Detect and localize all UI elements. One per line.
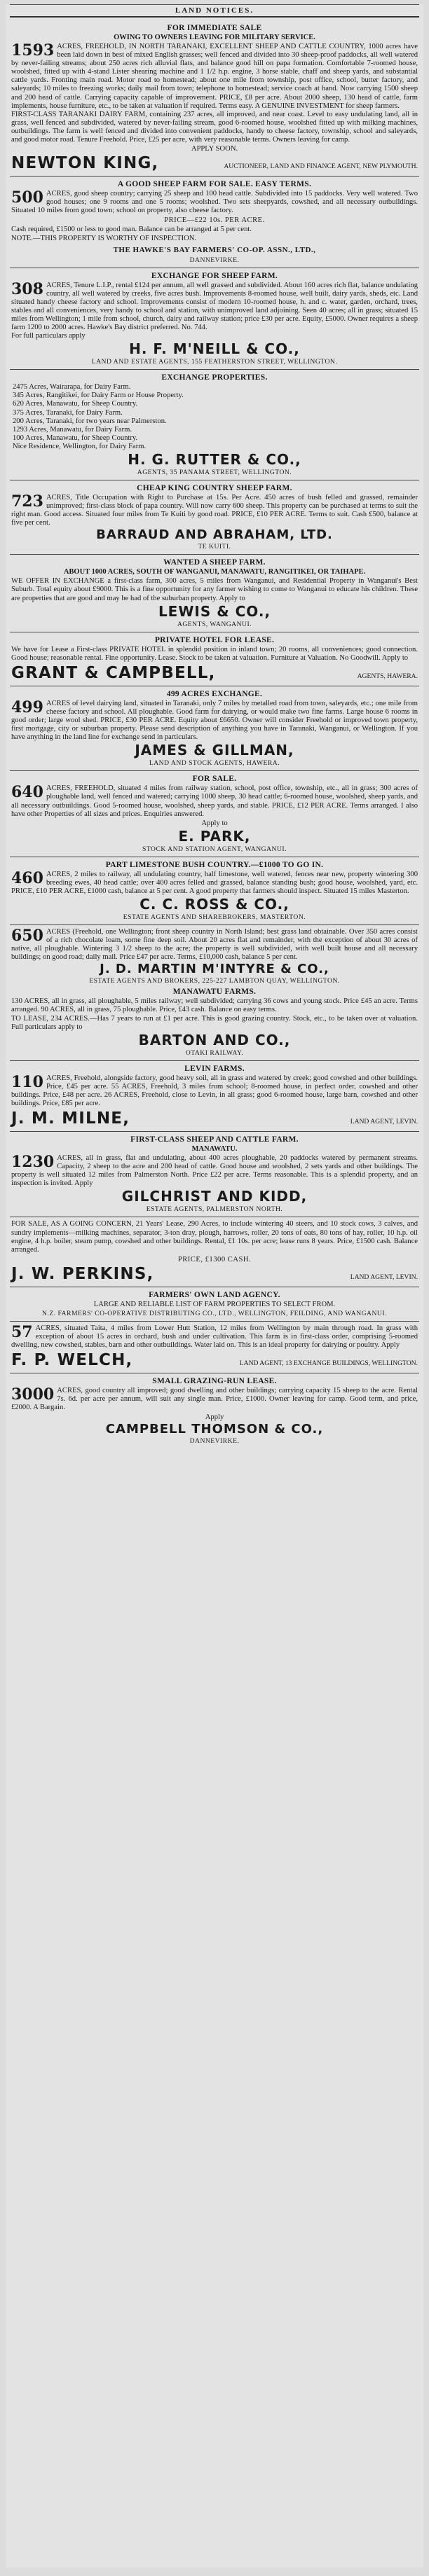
agent-address: TE KUITI. (198, 543, 231, 551)
agent-name: BARRAUD AND ABRAHAM, LTD. (96, 527, 333, 543)
agent-address: AGENTS, 35 PANAMA STREET, WELLINGTON. (137, 469, 292, 476)
agent-row (11, 154, 418, 172)
ad-lead-number: 723 (11, 492, 43, 511)
agent-address: LAND AGENT, LEVIN. (350, 1118, 418, 1126)
list-item: 200 Acres, Taranaki, for two years near Palmerston. (13, 417, 167, 425)
ad-subheading: OWING TO OWNERS LEAVING FOR MILITARY SERVICE. (114, 34, 315, 41)
ad-body: LARGE AND RELIABLE LIST OF FARM PROPERTIES TO SELECT FROM. (93, 1300, 336, 1308)
ad-heading: FIRST-CLASS SHEEP AND CATTLE FARM. (130, 1135, 299, 1144)
agent-name: NEWTON KING, (11, 154, 159, 173)
ad-lead-number: 499 (11, 698, 43, 716)
agent-name: GRANT & CAMPBELL, (11, 663, 216, 682)
agent-row (11, 664, 418, 682)
list-item: 2475 Acres, Wairarapa, for Dairy Farm. (13, 383, 131, 392)
ad-heading: WANTED A SHEEP FARM. (163, 558, 266, 567)
agent-row (11, 1351, 418, 1369)
agent-address: LAND AND STOCK AGENTS, HAWERA. (149, 759, 280, 768)
ad-perkins (10, 1217, 419, 1287)
agent-address: ESTATE AGENTS, PALMERSTON NORTH. (146, 1205, 283, 1214)
ad-body: ACRES, FREEHOLD, situated 4 miles from railway station, school, post office, township, etc., all in grass; 300 acres of ploughable land, well fenced and watered; carrying 1000 sheep, 30 head cattle; 6-roomed house, woolshed, sheep yards, and all necessary outbuildings. Good 5-roomed house, woolshed, sheep yards, and stable. PRICE, £12 PER ACRE. Terms arranged. I also have other Properties of all sizes and prices. Enquiries answered. (11, 784, 418, 818)
ad-gilchrist (10, 1132, 419, 1217)
ad-heading: CHEAP KING COUNTRY SHEEP FARM. (137, 484, 292, 492)
ad-lead-number: 460 (11, 868, 43, 887)
ad-note: NOTE.—THIS PROPERTY IS WORTHY OF INSPECTION. (11, 234, 197, 242)
ad-heading: EXCHANGE FOR SHEEP FARM. (151, 271, 278, 280)
agent-name: C. C. ROSS & CO., (139, 895, 290, 913)
ad-welch (10, 1322, 419, 1373)
ad-body-3: TO LEASE, 234 ACRES.—Has 7 years to run at £1 per acre. This is good grazing country. Stock, etc., to be taken over at valuation. Full particulars apply to (11, 1014, 418, 1031)
ad-body: ACRES of level dairying land, situated in Taranaki, only 7 miles by metalled road from town, saleyards, etc.; one mile from cheese factory and school. All ploughable. Good farm for dairying, or would make two fine farms. Large house 6 rooms in good order; large wool shed. PRICE, £30 PER ACRE. Equity about £6650. Owner will consider Freehold or improved town property, first mortgage, city or suburban property. Please send description of anything you have in Taranaki, Wanganui, or Wellington. If you have anything in the land line for exchange send in particulars. (11, 699, 418, 742)
agent-name: F. P. WELCH, (11, 1351, 133, 1370)
list-item: 620 Acres, Manawatu, for Sheep Country. (13, 400, 138, 408)
agent-name: THE HAWKE'S BAY FARMERS' CO-OP. ASSN., LTD., (113, 245, 316, 254)
ad-lead-number: 1230 (11, 1153, 55, 1172)
ad-heading: 499 ACRES EXCHANGE. (166, 689, 263, 698)
ad-campbell-thomson (10, 1373, 419, 1448)
ad-rutter (10, 370, 419, 480)
column-title: LAND NOTICES. (10, 6, 419, 18)
agent-name: H. G. RUTTER & CO., (128, 451, 301, 468)
agent-address: AGENTS, WANGANUI. (177, 620, 252, 628)
ad-lewis (10, 555, 419, 632)
ad-heading: LEVIN FARMS. (184, 1064, 245, 1073)
agent-address: LAND AGENT, 13 EXCHANGE BUILDINGS, WELLINGTON. (239, 1359, 418, 1368)
ad-heading: PRIVATE HOTEL FOR LEASE. (154, 635, 275, 644)
ad-lead-number: 57 (11, 1322, 33, 1341)
agent-address: DANNEVIRKE. (189, 256, 240, 264)
agent-name: J. W. PERKINS, (11, 1264, 154, 1283)
ad-body: ACRES, good country all improved; good dwelling and other buildings; carrying capacity 15 sheep to the acre. Rental 7s. 6d. per acre per annum, will suit any single man. Price, £1000. Owner leaving for camp. Good term, and price, £2000. A Bargain. (11, 1387, 418, 1412)
ad-lead-number: 1593 (11, 41, 55, 60)
ad-heading: FOR SALE. (192, 775, 237, 784)
ad-grant-campbell (10, 632, 419, 686)
ad-subheading: ABOUT 1000 ACRES, SOUTH OF WANGANUI, MANAWATU, RANGITIKEI, OR TAIHAPE. (63, 568, 366, 576)
ad-body: ACRES (Freehold, one Wellington; front sheep country in North Island; best grass land obtainable. Over 350 acres consist of a rich chocolate loam, some fine deep soil. About 20 acres flat and remainder, with the exception of about 30 acres of native, all ploughable. Wintering 3 1/2 sheep to the acre; the property is well subdivided, with well built house and all necessary buildings; on good road; daily mail. Price £47 per acre. Terms, £10,000 cash, balance 5 per cent. (11, 927, 418, 962)
list-item: 375 Acres, Taranaki, for Dairy Farm. (13, 408, 123, 417)
ad-heading: SMALL GRAZING-RUN LEASE. (152, 1377, 277, 1386)
ad-body: ACRES, FREEHOLD, IN NORTH TARANAKI, EXCELLENT SHEEP AND CATTLE COUNTRY, 1000 acres have been laid down in best of mixed English grasses; well fenced and divided into 30 sheep-proof paddocks, all well watered by never-failing streams; about 250 acres rich alluvial flats, and balance good hill on papa formation. Comfortable 7-roomed house, woolshed, fitted up with 4-stand Lister shearing machine and 1 1/2 h.p. engine, 3 horse stable, chaff and sheep yards, and substantial cattle yards. Fronting main road. Motor road to homestead; about one mile from township, post office, school, butter factory, and saleyards; 10 miles to freezing works; daily mail from town; telephone to homestead; service coach at hand. Now carrying 1500 sheep and 200 head of cattle. Carrying capacity capable of improvement. PRICE, £8 per acre. About 2000 sheep, 130 head of cattle, farm implements, house furniture, etc., to be taken at valuation if required. Terms easy. A GENUINE INVESTMENT for sheep farmers. (11, 43, 418, 110)
ad-newton-king (10, 20, 419, 176)
list-item: 345 Acres, Rangitikei, for Dairy Farm or House Property. (13, 392, 184, 400)
agent-name: H. F. M'NEILL & CO., (129, 340, 300, 358)
agent-row (11, 1109, 418, 1128)
ad-heading-2: MANAWATU FARMS. (172, 988, 257, 997)
ad-lead-number: 110 (11, 1072, 43, 1091)
agent-name: LEWIS & CO., (158, 602, 271, 620)
ad-body: ACRES, situated Taita, 4 miles from Lower Hutt Station, 12 miles from Wellington by main through road. In grass with exception of about 15 acres in orchard, bush and under cultivation. This farm is in first-class order, comprising 5-roomed dwelling, new cowshed, stables, barn and other outbuildings. Water laid on. This is an ideal property for dairying or poultry. Apply (11, 1324, 418, 1350)
newspaper-page (6, 4, 423, 2568)
list-item: 100 Acres, Manawatu, for Sheep Country. (13, 434, 138, 442)
ad-lead-number: 640 (11, 783, 43, 802)
agent-name: GILCHRIST AND KIDD, (121, 1188, 308, 1205)
agent-name-2: BARTON AND CO., (138, 1031, 291, 1048)
agent-address: ESTATE AGENTS AND SHAREBROKERS, MASTERTON. (123, 913, 306, 921)
agent-address: ESTATE AGENTS AND BROKERS, 225-227 LAMBTON QUAY, WELLINGTON. (89, 977, 340, 985)
agent-name: CAMPBELL THOMSON & CO., (105, 1421, 324, 1436)
agent-row (11, 1265, 418, 1283)
agent-name: J. D. MARTIN M'INTYRE & CO., (100, 962, 329, 977)
ad-barraud (10, 480, 419, 555)
agent-address: LAND AGENT, LEVIN. (350, 1273, 418, 1281)
ad-body: ACRES, Title Occupation with Right to Purchase at 15s. Per Acre. 450 acres of bush felled and grassed, remainder unimproved; first-class block of papa country. Will now carry 600 sheep. This property can be purchased at terms to suit the right man. Good access. Situated four miles from Te Kuiti by good road. PRICE, £10 PER ACRE. Terms to suit. Cash £500, balance at five per cent. (11, 494, 418, 527)
ad-body: ACRES, good sheep country; carrying 25 sheep and 100 head cattle. Subdivided into 15 paddocks. Very well watered. Two good houses; one 9 rooms and one 5 rooms; woolshed. Two sets sheepyards, cowshed, and all necessary outbuildings. Situated 10 miles from good town; school on property, also cheese factory. (11, 190, 418, 215)
ad-farmers-coop (10, 1287, 419, 1322)
ad-body: We have for Lease a First-class PRIVATE HOTEL in splendid position in inland town; 20 rooms, all conveniences; good connection. Good house; reasonable rental. Fine opportunity. Lease. Stock to be taken at valuation. Furniture at Valuation. No Goodwill. Apply to (11, 645, 418, 662)
agent-address: AGENTS, HAWERA. (357, 672, 418, 680)
ad-body: FOR SALE, AS A GOING CONCERN, 21 Years' Lease, 290 Acres, to include wintering 40 steers, and 10 stock cows, 3 calves, and sundry implements—milking machines, separator, 3-ton dray, plough, harrows, roller, 20 tons of oats, 80 tons of hay, roller, 10 h.p. oil engine, 4 h.p. boiler, steam pump, cowshed and other buildings. Rental, £1 10s. per acre; lease runs 8 years. Price, £1500 cash. Balance arranged. (11, 1220, 418, 1254)
ad-martin-mintyre (10, 925, 419, 1061)
ad-mneill (10, 268, 419, 371)
ad-price: PRICE—£22 10s. PER ACRE. (164, 216, 265, 225)
ad-lead-number: 500 (11, 188, 43, 207)
ad-lead-number: 650 (11, 926, 43, 945)
ad-apply: Apply to (201, 819, 228, 827)
agent-address: AUCTIONEER, LAND AND FINANCE AGENT, NEW PLYMOUTH. (224, 162, 418, 171)
ad-park (10, 771, 419, 857)
ad-lead-number: 3000 (11, 1385, 55, 1404)
list-item: 1293 Acres, Manawatu, for Dairy Farm. (13, 425, 132, 434)
ad-heading: PART LIMESTONE BUSH COUNTRY.—£1000 TO GO IN. (105, 860, 324, 869)
top-rule (10, 4, 419, 5)
ad-hawkes-bay (10, 176, 419, 268)
ad-body: ACRES, 2 miles to railway, all undulating country, half limestone, well watered, fences near new, property wintering 300 breeding ewes, 40 head cattle; over 400 acres felled and grassed, balance standing bush; good house, woolshed, yard, etc. PRICE, £10 PER ACRE, £1000 cash, balance at 5 per cent. A good property that farmers should inspect. Situated 15 miles Masterton. (11, 870, 418, 895)
ad-body: WE OFFER IN EXCHANGE a first-class farm, 300 acres, 5 miles from Wanganui, and Residential Property in Wanganui's Best Suburb. Total equity about £9000. This is a fine opportunity for any farmer wishing to come to Wanganui to educate his children. These are properties that are good and may be had of the suburban property. Apply to (11, 577, 418, 602)
agent-name: J. M. MILNE, (11, 1109, 130, 1128)
ad-apply: APPLY SOON. (191, 145, 238, 153)
ad-apply: For full particulars apply (11, 332, 86, 340)
agent-address-2: OTAKI RAILWAY. (185, 1048, 244, 1057)
ad-heading: FOR IMMEDIATE SALE (167, 24, 262, 32)
ad-apply: Apply (205, 1413, 224, 1421)
ad-body: ACRES, Freehold, alongside factory, good heavy soil, all in grass and watered by creek; good cowshed and other buildings. Price, £45 per acre. 55 ACRES, Freehold, 3 miles from school; 8-roomed house, in perfect order, cowshed and other buildings. Price, £48 per acre. 26 ACRES, Freehold, close to Levin, in all grass; good 6-roomed house, large barn, cowshed and other buildings. Price, £85 per acre. (11, 1074, 418, 1107)
agent-address: LAND AND ESTATE AGENTS, 155 FEATHERSTON STREET, WELLINGTON. (91, 358, 338, 366)
agent-address: N.Z. FARMERS' CO-OPERATIVE DISTRIBUTING CO., LTD., WELLINGTON, FEILDING, AND WANGANUI. (42, 1309, 387, 1317)
ad-subheading: MANAWATU. (191, 1145, 238, 1154)
agent-address: STOCK AND STATION AGENT, WANGANUI. (142, 845, 287, 853)
ad-milne (10, 1061, 419, 1132)
ad-heading: FARMERS' OWN LAND AGENCY. (149, 1290, 280, 1299)
agent-name: E. PARK, (178, 827, 251, 845)
ad-body: ACRES, all in grass, flat and undulating, about 400 acres ploughable, 20 paddocks watered by permanent streams. Capacity, 2 sheep to the acre and 200 head of cattle. Good house and woolshed, 2 sets yards and other buildings. The property is well situated 12 miles from Palmerston North. Price £22 per acre. Terms reasonable. This is a splendid property, and an inspection is invited. Apply (11, 1154, 418, 1188)
ad-lead-number: 308 (11, 279, 43, 298)
ad-body-2: FIRST-CLASS TARANAKI DAIRY FARM, containing 237 acres, all improved, and near coast. Level to easy undulating land, all in grass, well fenced and subdivided, watered by never-failing stream, good 6-roomed house, woolshed fitted up with milking machines, outbuildings. The farm is well fenced and divided into convenient paddocks, handy to cheese factory, township, school and saleyards, and good motor road. Tenure Freehold. Price, £25 per acre, with very reasonable terms. Owners leaving for camp. (11, 110, 418, 144)
ad-body-2: Cash required, £1500 or less to good man. Balance can be arranged at 5 per cent. (11, 226, 252, 234)
ad-price: PRICE, £1300 CASH. (177, 1255, 252, 1263)
ad-heading: A GOOD SHEEP FARM FOR SALE. EASY TERMS. (117, 180, 312, 189)
ad-body-2: 130 ACRES, all in grass, all ploughable, 5 miles railway; well subdivided; carrying 36 cows and young stock. Price £45 an acre. Terms arranged. 90 ACRES, all in grass, 75 ploughable. Price, £43 cash. Balance on easy terms. (11, 997, 418, 1014)
ad-body: ACRES, Tenure L.I.P., rental £124 per annum, all well grassed and subdivided. About 160 acres rich flat, balance undulating country, all well watered by creeks, five acres bush. Improvements 8-roomed house, well built, dairy yards, sheds, etc. Land situated handy cheese factory and school. Improvements consist of modern 10-roomed house, h. and c. water, garden, orchard, trees, stables and all conveniences, very handy to school and station, with unimproved land adjoining. Seen 40 acres; all in grass; situated 15 miles from Wellington; 1 mile from school, church, dairy and railway station; price £30 per acre. Equity, £5000. Owner requires a sheep farm 1200 to 2000 acres. Hawke's Bay district preferred. No. 744. (11, 281, 418, 332)
ad-james-gillman (10, 686, 419, 771)
list-item: Nice Residence, Wellington, for Dairy Farm. (13, 442, 147, 450)
agent-name: JAMES & GILLMAN, (135, 742, 294, 759)
ad-ross (10, 857, 419, 925)
agent-address: DANNEVIRKE. (189, 1436, 240, 1445)
ad-heading: EXCHANGE PROPERTIES. (161, 373, 268, 382)
